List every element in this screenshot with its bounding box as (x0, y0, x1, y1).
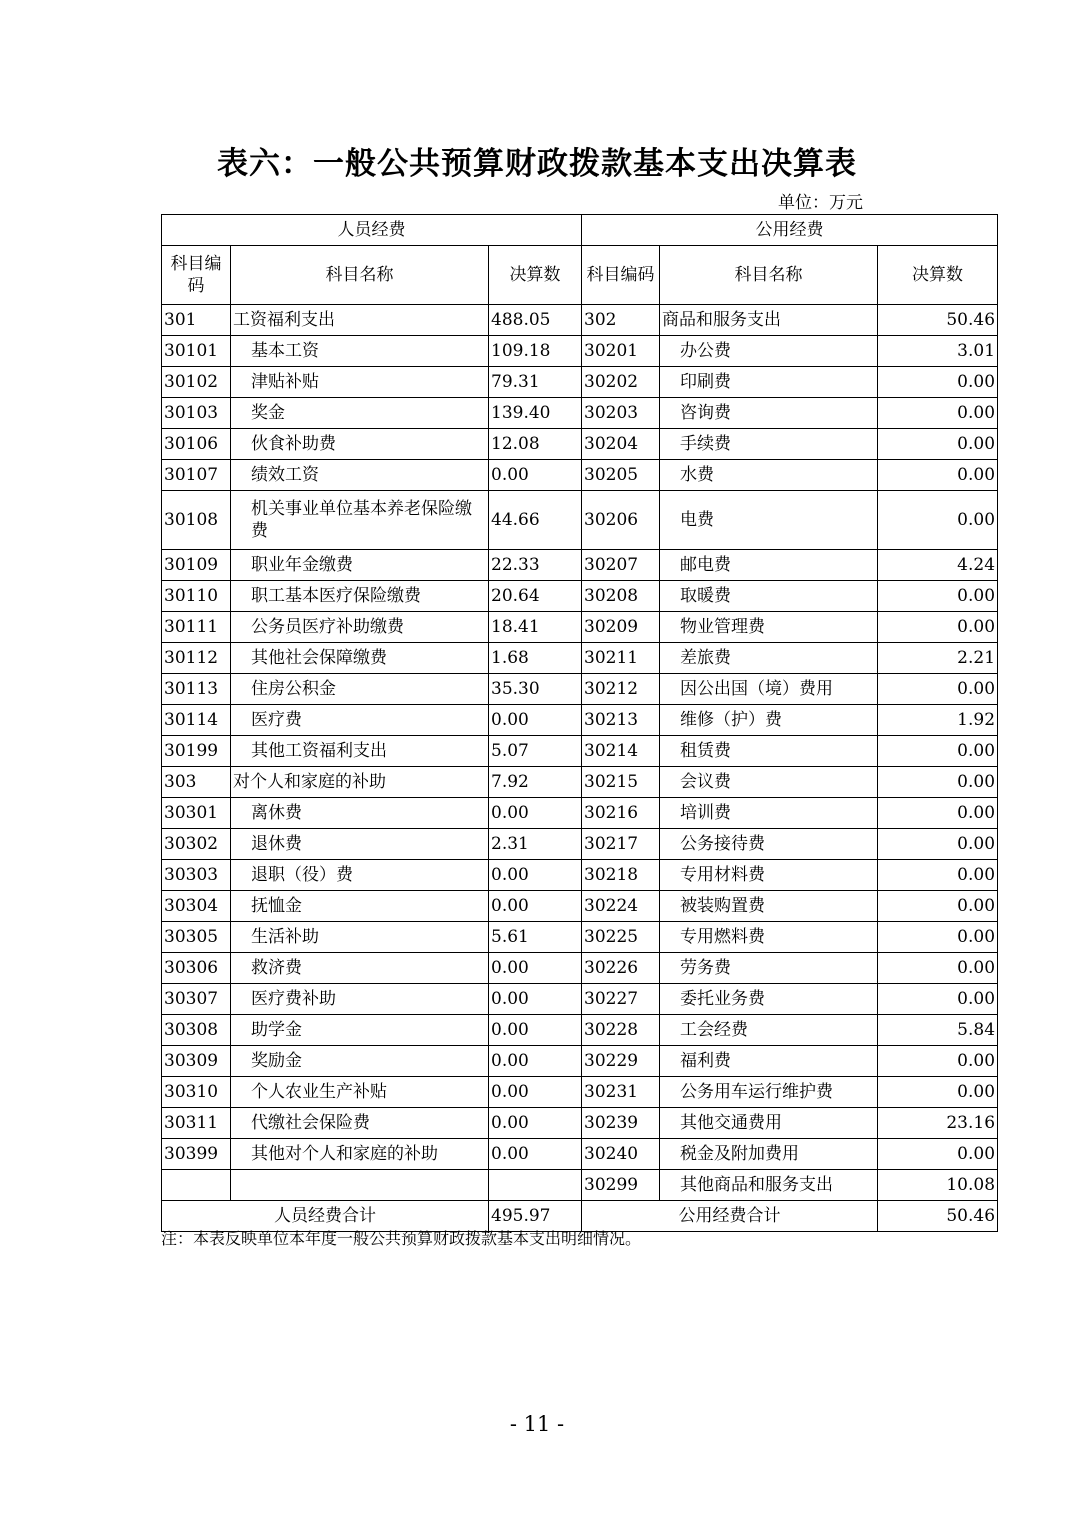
left-name-cell: 抚恤金 (231, 891, 489, 922)
right-amount-cell: 0.00 (878, 984, 998, 1015)
left-amount-cell: 109.18 (489, 336, 582, 367)
table-row (162, 891, 998, 922)
right-amount-cell: 0.00 (878, 491, 998, 550)
left-code-cell: 30112 (162, 643, 231, 674)
right-name-cell: 公务用车运行维护费 (660, 1077, 878, 1108)
table-row (162, 612, 998, 643)
right-name-cell: 其他交通费用 (660, 1108, 878, 1139)
table-row (162, 953, 998, 984)
left-code-cell: 30106 (162, 429, 231, 460)
right-code-cell: 30209 (582, 612, 660, 643)
right-code-cell: 30225 (582, 922, 660, 953)
left-code-cell: 303 (162, 767, 231, 798)
left-amount-cell: 0.00 (489, 460, 582, 491)
left-name-cell: 代缴社会保险费 (231, 1108, 489, 1139)
left-name-cell: 医疗费 (231, 705, 489, 736)
table-row (162, 829, 998, 860)
right-name-cell: 其他商品和服务支出 (660, 1170, 878, 1201)
left-amount-cell: 0.00 (489, 798, 582, 829)
table-row (162, 1077, 998, 1108)
right-code-cell: 30226 (582, 953, 660, 984)
right-amount-cell: 0.00 (878, 922, 998, 953)
left-code-cell: 30114 (162, 705, 231, 736)
right-name-cell: 会议费 (660, 767, 878, 798)
right-amount-cell: 10.08 (878, 1170, 998, 1201)
left-amount-cell: 0.00 (489, 1139, 582, 1170)
header-group-row (162, 215, 998, 246)
left-code-cell: 30107 (162, 460, 231, 491)
right-code-cell: 30204 (582, 429, 660, 460)
left-code-cell: 30302 (162, 829, 231, 860)
left-code-cell: 30103 (162, 398, 231, 429)
left-code-cell: 30108 (162, 491, 231, 550)
left-name-cell: 离休费 (231, 798, 489, 829)
table-row (162, 643, 998, 674)
right-amount-cell: 5.84 (878, 1015, 998, 1046)
left-code-cell: 30310 (162, 1077, 231, 1108)
left-name-cell: 津贴补贴 (231, 367, 489, 398)
left-name-cell: 基本工资 (231, 336, 489, 367)
left-amount-cell: 0.00 (489, 984, 582, 1015)
right-amount-cell: 4.24 (878, 550, 998, 581)
table-row (162, 798, 998, 829)
left-name-cell: 退休费 (231, 829, 489, 860)
table-row (162, 550, 998, 581)
left-code-cell: 301 (162, 305, 231, 336)
left-name-cell: 其他工资福利支出 (231, 736, 489, 767)
personnel-total-value: 495.97 (489, 1201, 582, 1232)
right-name-cell: 手续费 (660, 429, 878, 460)
table-row (162, 429, 998, 460)
left-amount-cell: 0.00 (489, 705, 582, 736)
header-columns-row (162, 246, 998, 305)
left-name-cell: 公务员医疗补助缴费 (231, 612, 489, 643)
header-amount-left: 决算数 (489, 246, 582, 305)
right-name-cell: 邮电费 (660, 550, 878, 581)
left-amount-cell: 2.31 (489, 829, 582, 860)
right-code-cell: 30231 (582, 1077, 660, 1108)
right-amount-cell: 0.00 (878, 860, 998, 891)
right-name-cell: 因公出国（境）费用 (660, 674, 878, 705)
left-name-cell: 职工基本医疗保险缴费 (231, 581, 489, 612)
right-amount-cell: 0.00 (878, 798, 998, 829)
left-code-cell: 30311 (162, 1108, 231, 1139)
unit-label: 单位：万元 (778, 193, 863, 213)
left-name-cell: 医疗费补助 (231, 984, 489, 1015)
personnel-total-label: 人员经费合计 (162, 1201, 489, 1232)
right-amount-cell: 0.00 (878, 829, 998, 860)
right-name-cell: 培训费 (660, 798, 878, 829)
right-amount-cell: 0.00 (878, 953, 998, 984)
left-code-cell: 30305 (162, 922, 231, 953)
table-row (162, 1170, 998, 1201)
left-amount-cell: 22.33 (489, 550, 582, 581)
right-code-cell: 30229 (582, 1046, 660, 1077)
right-code-cell: 30206 (582, 491, 660, 550)
left-name-cell: 住房公积金 (231, 674, 489, 705)
table-row (162, 1046, 998, 1077)
left-amount-cell: 0.00 (489, 1108, 582, 1139)
right-code-cell: 30215 (582, 767, 660, 798)
right-amount-cell: 0.00 (878, 398, 998, 429)
right-name-cell: 专用燃料费 (660, 922, 878, 953)
page-title: 表六：一般公共预算财政拨款基本支出决算表 (217, 146, 857, 182)
left-amount-cell: 79.31 (489, 367, 582, 398)
left-amount-cell: 0.00 (489, 1046, 582, 1077)
table-body (162, 215, 998, 1232)
left-amount-cell: 18.41 (489, 612, 582, 643)
left-code-cell: 30102 (162, 367, 231, 398)
left-code-cell (162, 1170, 231, 1201)
right-amount-cell: 0.00 (878, 460, 998, 491)
left-name-cell: 机关事业单位基本养老保险缴费 (231, 491, 489, 550)
right-name-cell: 工会经费 (660, 1015, 878, 1046)
right-amount-cell: 0.00 (878, 429, 998, 460)
right-amount-cell: 3.01 (878, 336, 998, 367)
right-name-cell: 印刷费 (660, 367, 878, 398)
table-row (162, 305, 998, 336)
right-name-cell: 水费 (660, 460, 878, 491)
right-name-cell: 商品和服务支出 (660, 305, 878, 336)
left-code-cell: 30303 (162, 860, 231, 891)
right-code-cell: 30208 (582, 581, 660, 612)
right-code-cell: 30240 (582, 1139, 660, 1170)
left-amount-cell: 5.07 (489, 736, 582, 767)
left-name-cell: 助学金 (231, 1015, 489, 1046)
left-amount-cell: 0.00 (489, 1077, 582, 1108)
right-amount-cell: 0.00 (878, 1046, 998, 1077)
right-code-cell: 30228 (582, 1015, 660, 1046)
table-row (162, 984, 998, 1015)
left-code-cell: 30199 (162, 736, 231, 767)
right-code-cell: 30239 (582, 1108, 660, 1139)
table-row (162, 336, 998, 367)
right-code-cell: 30205 (582, 460, 660, 491)
right-name-cell: 电费 (660, 491, 878, 550)
left-code-cell: 30101 (162, 336, 231, 367)
right-amount-cell: 0.00 (878, 1077, 998, 1108)
left-amount-cell: 488.05 (489, 305, 582, 336)
left-amount-cell: 139.40 (489, 398, 582, 429)
left-amount-cell: 0.00 (489, 891, 582, 922)
left-name-cell: 职业年金缴费 (231, 550, 489, 581)
budget-table (161, 214, 998, 1232)
left-amount-cell: 0.00 (489, 860, 582, 891)
right-code-cell: 30207 (582, 550, 660, 581)
page-number: - 11 - (509, 1412, 565, 1436)
left-amount-cell: 44.66 (489, 491, 582, 550)
right-name-cell: 劳务费 (660, 953, 878, 984)
right-amount-cell: 0.00 (878, 367, 998, 398)
left-code-cell: 30308 (162, 1015, 231, 1046)
left-amount-cell: 0.00 (489, 953, 582, 984)
header-name-left: 科目名称 (231, 246, 489, 305)
left-name-cell: 救济费 (231, 953, 489, 984)
right-amount-cell: 0.00 (878, 1139, 998, 1170)
table-row (162, 736, 998, 767)
right-code-cell: 30211 (582, 643, 660, 674)
header-code-left: 科目编码 (162, 246, 231, 305)
left-code-cell: 30306 (162, 953, 231, 984)
right-code-cell: 30227 (582, 984, 660, 1015)
right-code-cell: 30217 (582, 829, 660, 860)
left-amount-cell (489, 1170, 582, 1201)
right-code-cell: 30213 (582, 705, 660, 736)
left-name-cell: 奖金 (231, 398, 489, 429)
right-code-cell: 30201 (582, 336, 660, 367)
right-amount-cell: 2.21 (878, 643, 998, 674)
left-name-cell: 生活补助 (231, 922, 489, 953)
left-name-cell: 奖励金 (231, 1046, 489, 1077)
left-name-cell: 其他社会保障缴费 (231, 643, 489, 674)
right-name-cell: 租赁费 (660, 736, 878, 767)
right-code-cell: 30299 (582, 1170, 660, 1201)
table-row (162, 860, 998, 891)
table-row (162, 1015, 998, 1046)
left-code-cell: 30109 (162, 550, 231, 581)
right-name-cell: 专用材料费 (660, 860, 878, 891)
right-name-cell: 物业管理费 (660, 612, 878, 643)
right-name-cell: 福利费 (660, 1046, 878, 1077)
left-name-cell: 个人农业生产补贴 (231, 1077, 489, 1108)
left-code-cell: 30399 (162, 1139, 231, 1170)
left-name-cell (231, 1170, 489, 1201)
left-amount-cell: 5.61 (489, 922, 582, 953)
left-code-cell: 30309 (162, 1046, 231, 1077)
right-code-cell: 30224 (582, 891, 660, 922)
left-amount-cell: 20.64 (489, 581, 582, 612)
header-name-right: 科目名称 (660, 246, 878, 305)
right-name-cell: 被装购置费 (660, 891, 878, 922)
right-amount-cell: 0.00 (878, 891, 998, 922)
header-amount-right: 决算数 (878, 246, 998, 305)
table-row (162, 767, 998, 798)
left-code-cell: 30113 (162, 674, 231, 705)
left-name-cell: 对个人和家庭的补助 (231, 767, 489, 798)
public-total-label: 公用经费合计 (582, 1201, 878, 1232)
header-code-right: 科目编码 (582, 246, 660, 305)
right-name-cell: 取暖费 (660, 581, 878, 612)
left-amount-cell: 7.92 (489, 767, 582, 798)
table-note: 注：本表反映单位本年度一般公共预算财政拨款基本支出明细情况。 (161, 1229, 642, 1248)
right-name-cell: 咨询费 (660, 398, 878, 429)
table-row (162, 367, 998, 398)
right-code-cell: 30212 (582, 674, 660, 705)
header-public: 公用经费 (582, 215, 998, 246)
table-row (162, 1108, 998, 1139)
left-name-cell: 退职（役）费 (231, 860, 489, 891)
right-amount-cell: 0.00 (878, 767, 998, 798)
left-code-cell: 30110 (162, 581, 231, 612)
right-code-cell: 30216 (582, 798, 660, 829)
right-amount-cell: 50.46 (878, 305, 998, 336)
left-amount-cell: 12.08 (489, 429, 582, 460)
left-code-cell: 30301 (162, 798, 231, 829)
right-name-cell: 差旅费 (660, 643, 878, 674)
right-name-cell: 委托业务费 (660, 984, 878, 1015)
right-name-cell: 办公费 (660, 336, 878, 367)
table-row (162, 674, 998, 705)
left-amount-cell: 0.00 (489, 1015, 582, 1046)
right-name-cell: 公务接待费 (660, 829, 878, 860)
right-amount-cell: 0.00 (878, 674, 998, 705)
left-name-cell: 绩效工资 (231, 460, 489, 491)
table-row (162, 491, 998, 550)
right-amount-cell: 0.00 (878, 581, 998, 612)
right-code-cell: 30203 (582, 398, 660, 429)
left-name-cell: 其他对个人和家庭的补助 (231, 1139, 489, 1170)
right-code-cell: 302 (582, 305, 660, 336)
right-amount-cell: 23.16 (878, 1108, 998, 1139)
right-code-cell: 30218 (582, 860, 660, 891)
left-code-cell: 30307 (162, 984, 231, 1015)
right-amount-cell: 1.92 (878, 705, 998, 736)
table-row (162, 705, 998, 736)
table-row (162, 460, 998, 491)
left-amount-cell: 35.30 (489, 674, 582, 705)
right-code-cell: 30214 (582, 736, 660, 767)
left-amount-cell: 1.68 (489, 643, 582, 674)
right-name-cell: 税金及附加费用 (660, 1139, 878, 1170)
left-code-cell: 30111 (162, 612, 231, 643)
right-name-cell: 维修（护）费 (660, 705, 878, 736)
header-personnel: 人员经费 (162, 215, 582, 246)
table-row (162, 1139, 998, 1170)
left-name-cell: 伙食补助费 (231, 429, 489, 460)
left-code-cell: 30304 (162, 891, 231, 922)
table-row (162, 581, 998, 612)
right-amount-cell: 0.00 (878, 612, 998, 643)
table-row (162, 922, 998, 953)
public-total-value: 50.46 (878, 1201, 998, 1232)
left-name-cell: 工资福利支出 (231, 305, 489, 336)
table-row (162, 398, 998, 429)
right-code-cell: 30202 (582, 367, 660, 398)
right-amount-cell: 0.00 (878, 736, 998, 767)
